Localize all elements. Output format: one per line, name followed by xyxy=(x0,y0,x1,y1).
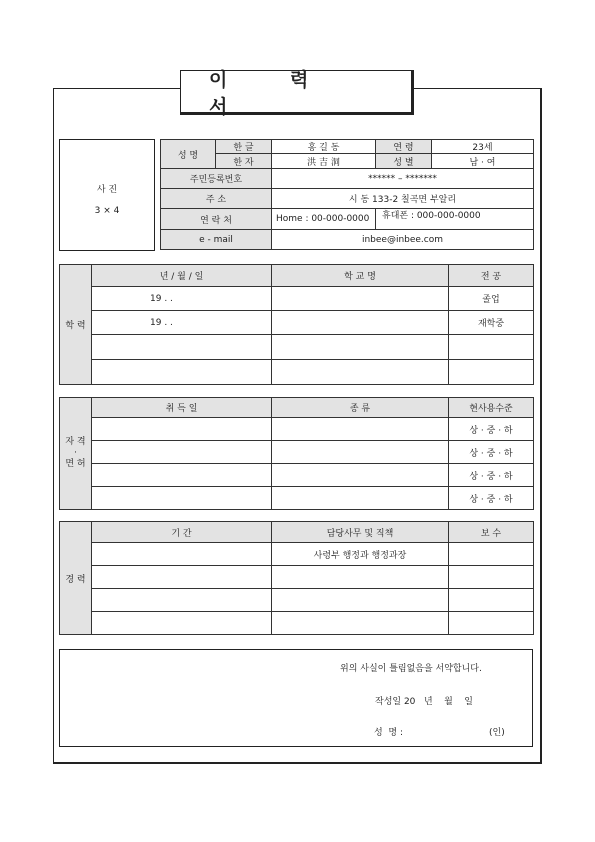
license-row-level[interactable]: 상 · 중 · 하 xyxy=(449,418,534,441)
photo-size: 3 × 4 xyxy=(94,206,120,216)
license-side-label: 자 격 · 면 허 xyxy=(60,398,92,510)
home-phone-value[interactable]: Home : 00-000-0000 xyxy=(272,209,376,230)
education-row-school[interactable] xyxy=(272,335,449,360)
career-row-duty[interactable] xyxy=(272,589,449,612)
email-value[interactable]: inbee@inbee.com xyxy=(272,230,534,250)
license-table xyxy=(59,397,534,510)
career-row-salary[interactable] xyxy=(449,543,534,566)
education-row-major[interactable] xyxy=(449,335,534,360)
career-row-period[interactable] xyxy=(92,612,272,635)
education-row-major[interactable]: 재학중 xyxy=(449,311,534,335)
education-row-school[interactable] xyxy=(272,287,449,311)
career-row-period[interactable] xyxy=(92,589,272,612)
education-header-date: 년 / 월 / 일 xyxy=(92,265,272,287)
license-row-date[interactable] xyxy=(92,464,272,487)
address-label: 주 소 xyxy=(161,189,272,209)
career-row-duty[interactable] xyxy=(272,566,449,589)
career-side-label: 경 력 xyxy=(60,522,92,635)
career-header-period: 기 간 xyxy=(92,522,272,543)
signer-name-line[interactable]: 성 명 : xyxy=(374,728,404,738)
education-row-date[interactable]: 19 . . xyxy=(92,311,272,335)
contact-label: 연 락 처 xyxy=(161,209,272,230)
license-header-type: 종 류 xyxy=(272,398,449,418)
career-row-salary[interactable] xyxy=(449,612,534,635)
hangul-name-value[interactable]: 홍 길 동 xyxy=(272,140,376,154)
personal-info-table xyxy=(160,139,534,250)
license-row-type[interactable] xyxy=(272,441,449,464)
career-header-duty: 담당사무 및 직책 xyxy=(272,522,449,543)
education-row-date[interactable] xyxy=(92,360,272,385)
date-line[interactable]: 작성일 20 년 월 일 xyxy=(375,697,473,707)
license-row-level[interactable]: 상 · 중 · 하 xyxy=(449,464,534,487)
gender-label: 성 별 xyxy=(376,154,432,169)
education-row-date[interactable] xyxy=(92,335,272,360)
education-side-label: 학 력 xyxy=(60,265,92,385)
hangul-label: 한 글 xyxy=(216,140,272,154)
license-header-level: 현사용수준 xyxy=(449,398,534,418)
signature-box xyxy=(59,649,533,747)
rrn-label: 주민등록번호 xyxy=(161,169,272,189)
hanja-label: 한 자 xyxy=(216,154,272,169)
address-value[interactable]: 시 동 133-2 칠곡면 부알리 xyxy=(272,189,534,209)
career-header-salary: 보 수 xyxy=(449,522,534,543)
education-row-date[interactable]: 19 . . xyxy=(92,287,272,311)
license-row-date[interactable] xyxy=(92,418,272,441)
career-row-duty[interactable]: 사령부 행정과 행정과장 xyxy=(272,543,449,566)
education-row-school[interactable] xyxy=(272,311,449,335)
pledge-statement: 위의 사실이 틀림없음을 서약합니다. xyxy=(340,664,482,674)
license-row-type[interactable] xyxy=(272,487,449,510)
education-header-school: 학 교 명 xyxy=(272,265,449,287)
education-header-major: 전 공 xyxy=(449,265,534,287)
mobile-phone-value[interactable]: 휴대폰 : 000-000-0000 xyxy=(376,209,534,230)
license-row-date[interactable] xyxy=(92,441,272,464)
license-row-level[interactable]: 상 · 중 · 하 xyxy=(449,487,534,510)
gender-value[interactable]: 남 · 여 xyxy=(432,154,534,169)
education-row-major[interactable] xyxy=(449,360,534,385)
education-table xyxy=(59,264,534,385)
photo-box xyxy=(59,139,155,251)
photo-label: 사 진 xyxy=(96,185,118,195)
career-row-salary[interactable] xyxy=(449,589,534,612)
name-label: 성 명 xyxy=(161,140,216,169)
email-label: e - mail xyxy=(161,230,272,250)
age-value[interactable]: 23세 xyxy=(432,140,534,154)
career-row-duty[interactable] xyxy=(272,612,449,635)
career-row-salary[interactable] xyxy=(449,566,534,589)
seal-mark: (인) xyxy=(489,728,505,738)
license-row-type[interactable] xyxy=(272,418,449,441)
license-row-date[interactable] xyxy=(92,487,272,510)
license-row-level[interactable]: 상 · 중 · 하 xyxy=(449,441,534,464)
license-header-date: 취 득 일 xyxy=(92,398,272,418)
education-row-school[interactable] xyxy=(272,360,449,385)
age-label: 연 령 xyxy=(376,140,432,154)
career-row-period[interactable] xyxy=(92,566,272,589)
career-row-period[interactable] xyxy=(92,543,272,566)
rrn-value[interactable]: ****** – ******* xyxy=(272,169,534,189)
license-row-type[interactable] xyxy=(272,464,449,487)
hanja-name-value[interactable]: 洪 吉 洞 xyxy=(272,154,376,169)
career-table xyxy=(59,521,534,635)
education-row-major[interactable]: 졸업 xyxy=(449,287,534,311)
document-title: 이 력 서 xyxy=(180,70,414,115)
